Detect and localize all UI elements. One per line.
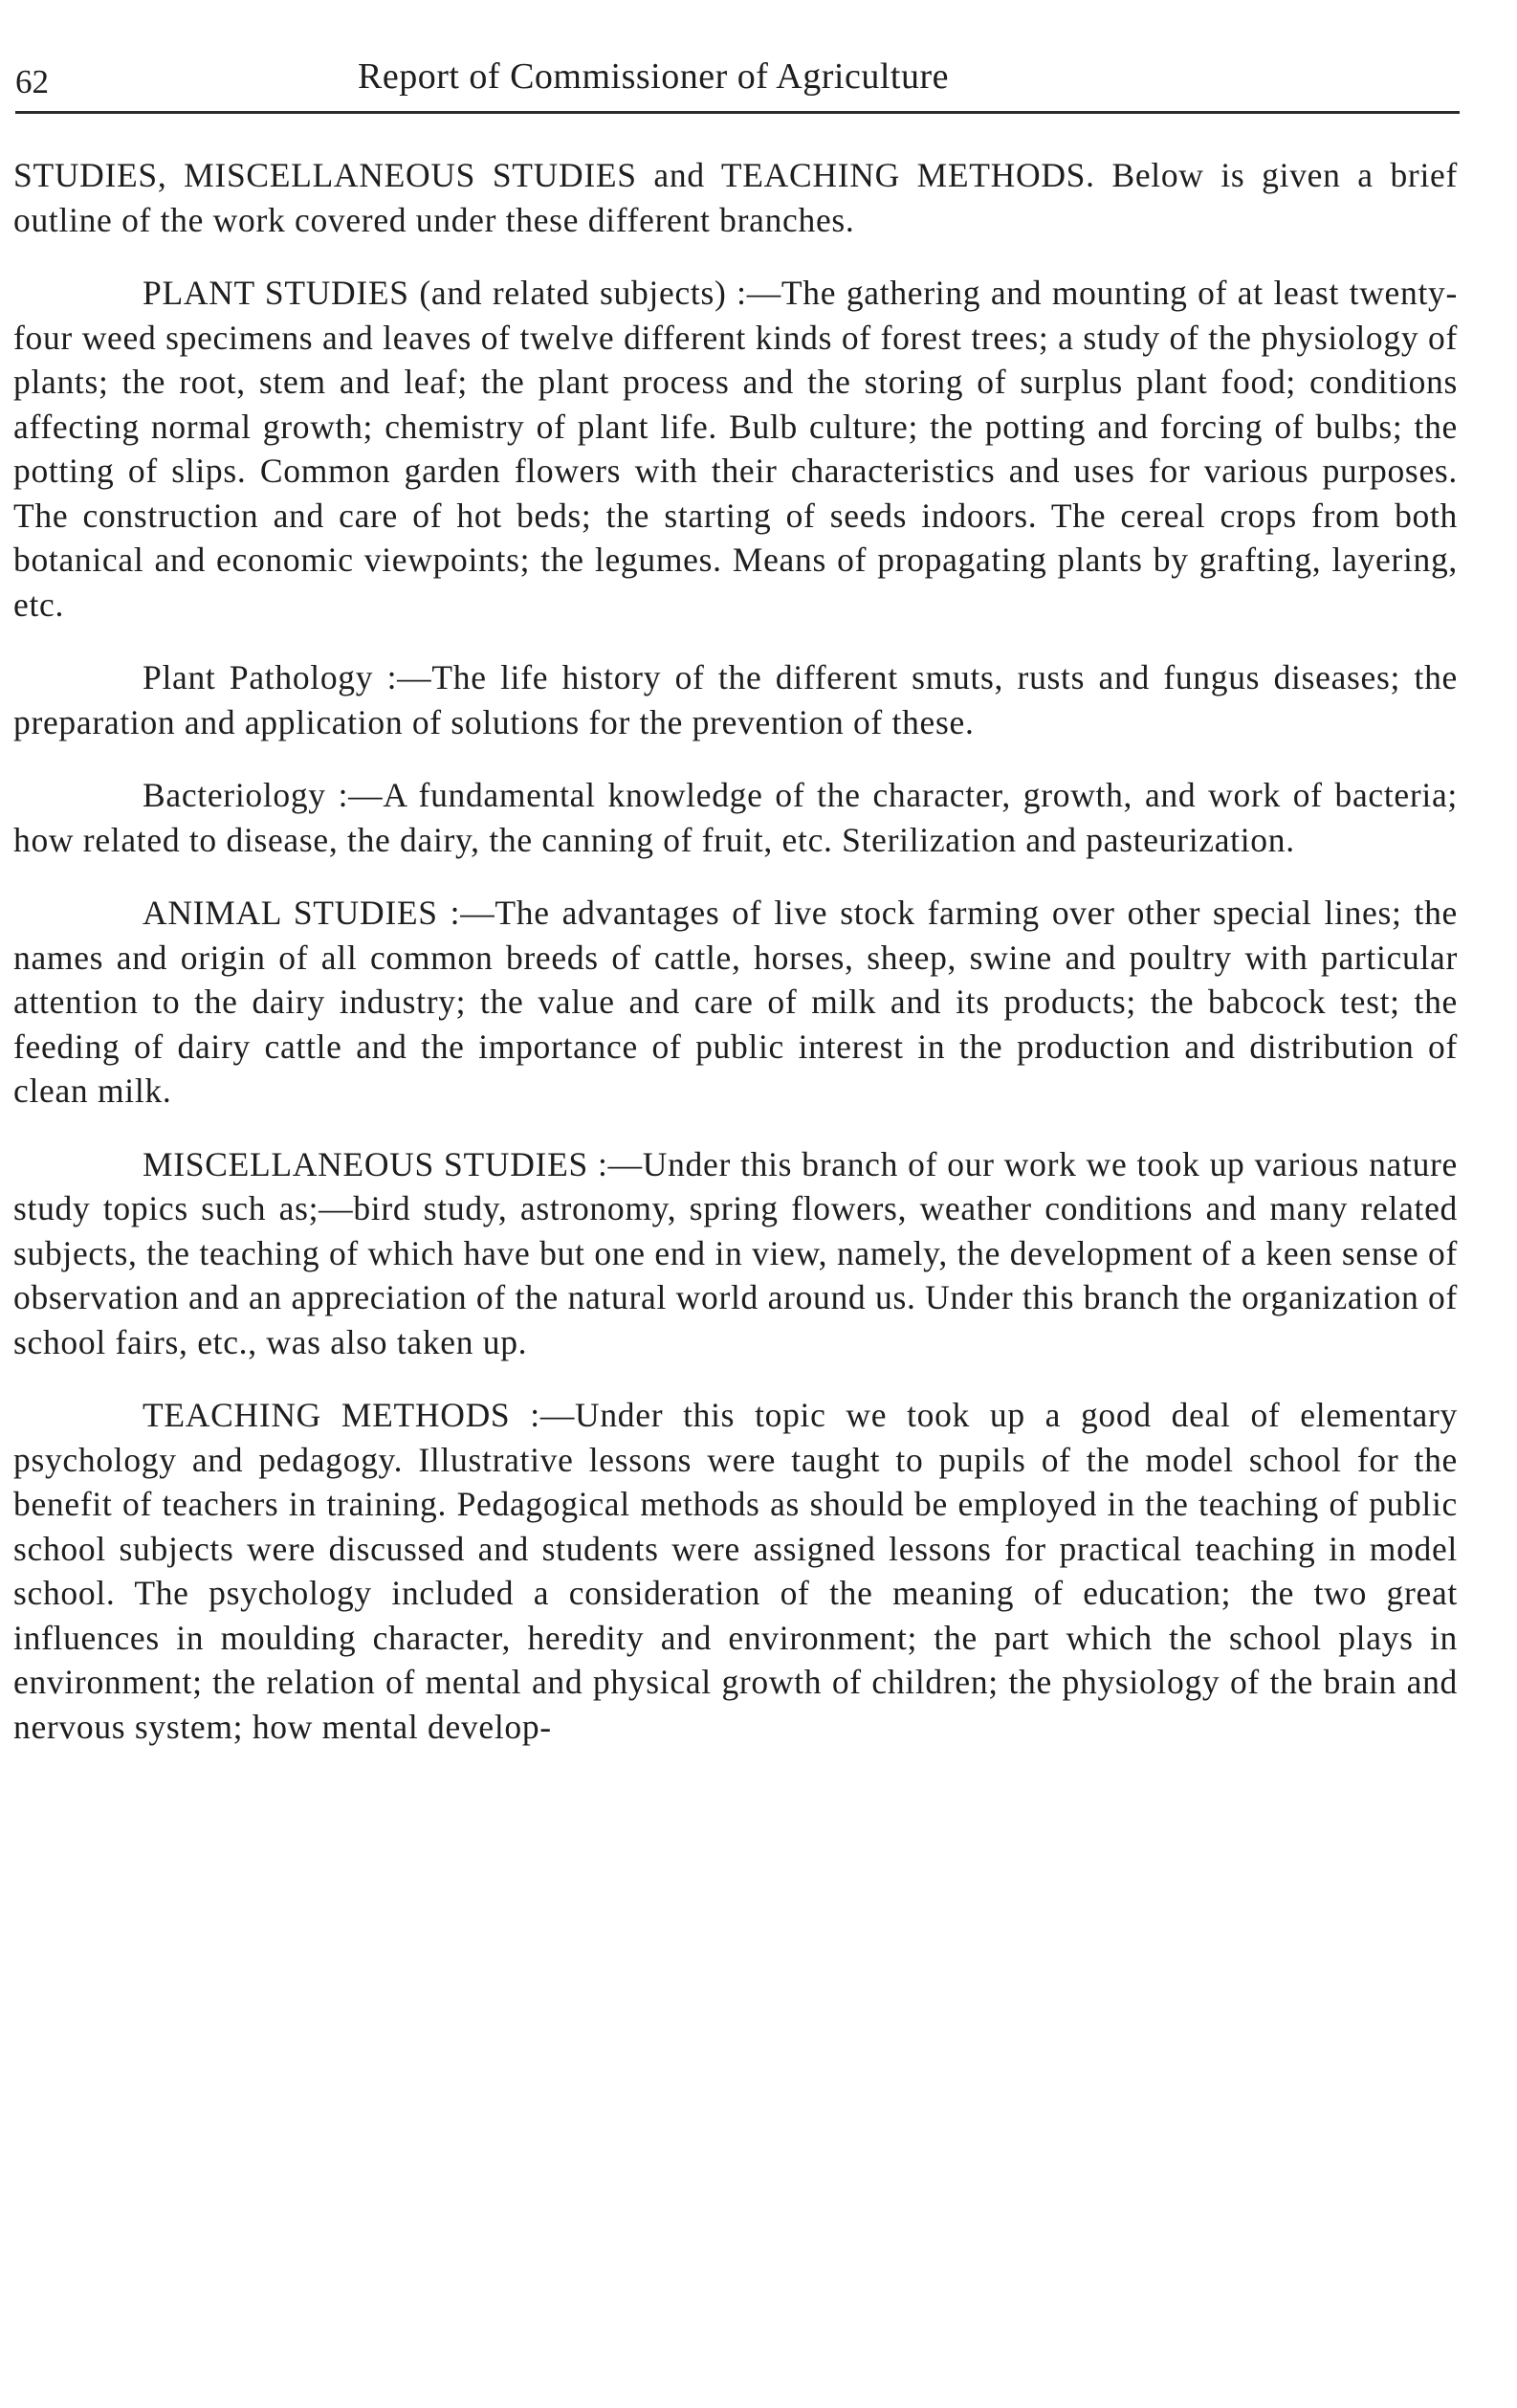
paragraph-miscellaneous-studies: MISCELLANEOUS STUDIES :—Under this branch of our work we took up various nature study topics such as;—bird study, astronomy, spring flowers, weather conditions and many related subjects, the teaching of which have but one end in view, namely, the development of a keen sense of observation and an appreciation of the natural world around us. Under this branch the organization of school fairs, etc., was also taken up. [13, 1144, 1458, 1361]
paragraph-plant-studies: PLANT STUDIES (and related subjects) :—The gathering and mounting of at least twenty-four weed specimens and leaves of twelve different kinds of forest trees; a study of the physiology of plants; the root, stem and leaf; the plant process and the storing of surplus plant food; conditions affecting normal growth; chemistry of plant life. Bulb culture; the potting and forcing of bulbs; the potting of slips. Common garden flowers with their characteristics and uses for various purposes. The construction and care of hot beds; the starting of seeds indoors. The cereal crops from both botanical and economic viewpoints; the legumes. Means of propagating plants by grafting, layering, etc. [13, 274, 1458, 624]
paragraph-bacteriology: Bacteriology :—A fundamental knowledge of the character, growth, and work of bacteria; how related to disease, the dairy, the canning of fruit, etc. Sterilization and pasteurization. [13, 776, 1458, 859]
page-body [13, 153, 1458, 1749]
paragraph-teaching-methods: TEACHING METHODS :—Under this topic we took up a good deal of elementary psychology and pedagogy. Illustrative lessons were taught to pupils of the model school for the benefit of teachers in training. Pedagogical methods as should be employed in the teaching of public school subjects were discussed and students were assigned lessons for practical teaching in model school. The psychology included a consideration of the meaning of education; the two great influences in moulding character, heredity and environment; the part which the school plays in environment; the relation of mental and physical growth of children; the physiology of the brain and nervous system; how mental develop- [13, 1396, 1458, 1746]
page-header [13, 50, 1448, 107]
running-title: Report of Commissioner of Agriculture [358, 56, 949, 97]
paragraph-animal-studies: ANIMAL STUDIES :—The advantages of live stock farming over other special lines; the names and origin of all common breeds of cattle, horses, sheep, swine and poultry with particular attention to the dairy industry; the value and care of milk and its products; the babcock test; the feeding of dairy cattle and the importance of public interest in the production and distribution of clean milk. [13, 894, 1458, 1110]
page-number: 62 [15, 63, 49, 100]
paragraph-plant-pathology: Plant Pathology :—The life history of the different smuts, rusts and fungus diseases; the preparation and application of solutions for the prevention of these. [13, 658, 1458, 741]
header-rule [15, 111, 1460, 114]
paragraph-intro: STUDIES, MISCELLANEOUS STUDIES and TEACHING METHODS. Below is given a brief outline of the work covered under these different branches. [13, 156, 1458, 239]
document-page [13, 50, 1458, 1746]
